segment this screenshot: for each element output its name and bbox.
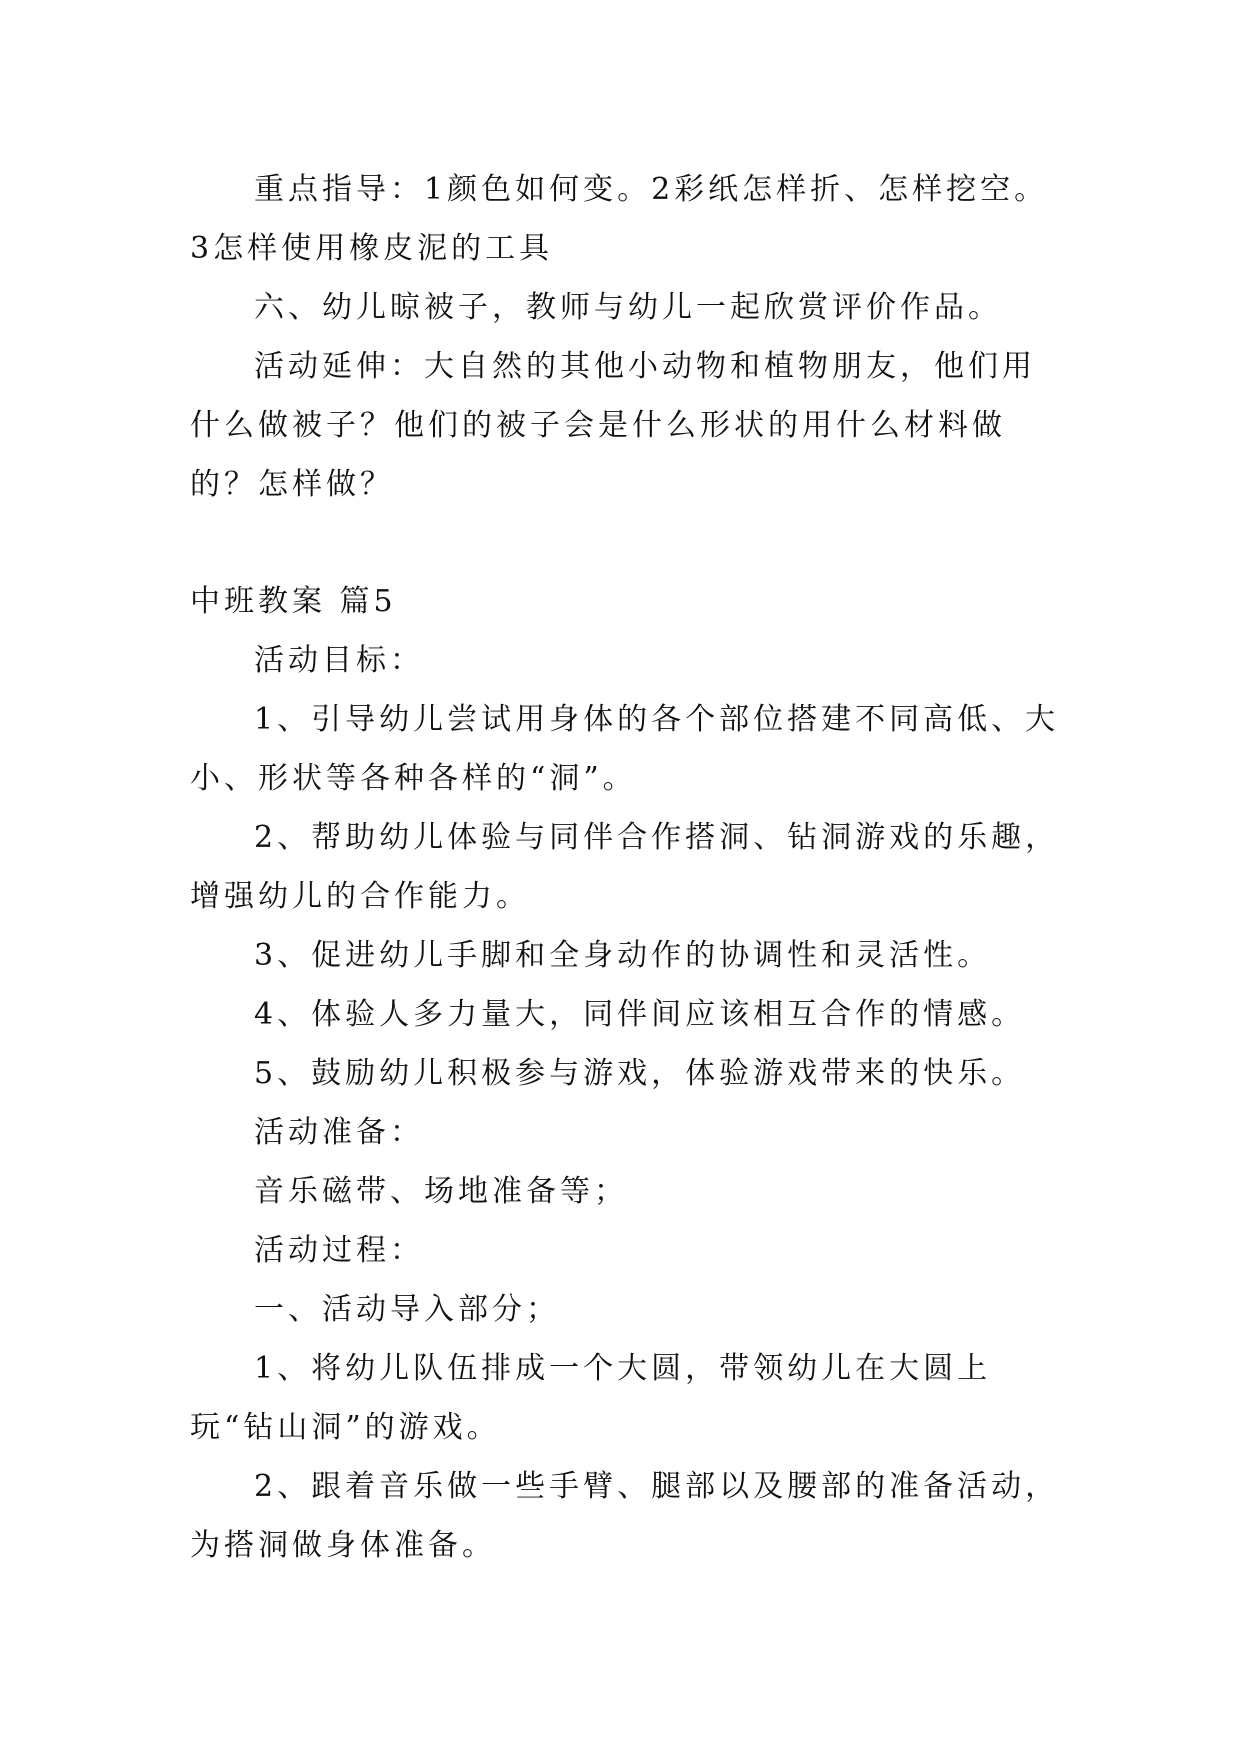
paragraph-activity-extension: 活动延伸：大自然的其他小动物和植物朋友，他们用什么做被子？他们的被子会是什么形状的用什么材料做的？怎样做？ [190,349,1036,502]
paragraph-step-six: 六、幼儿晾被子，教师与幼儿一起欣赏评价作品。 [254,290,1002,325]
section-title: 中班教案 篇5 [190,584,397,619]
paragraph-goal-3: 3、促进幼儿手脚和全身动作的协调性和灵活性。 [254,938,992,973]
paragraph-process-heading: 活动过程： [254,1233,424,1268]
paragraph-step-1: 1、将幼儿队伍排成一个大圆，带领幼儿在大圆上玩“钻山洞”的游戏。 [190,1351,992,1445]
paragraph-prep-items: 音乐磁带、场地准备等； [254,1174,628,1209]
paragraph-goal-4: 4、体验人多力量大，同伴间应该相互合作的情感。 [254,997,1026,1032]
document-body [190,160,1060,1575]
paragraph-goal-2: 2、帮助幼儿体验与同伴合作搭洞、钻洞游戏的乐趣，增强幼儿的合作能力。 [190,820,1060,914]
paragraph-goals-heading: 活动目标： [254,643,424,678]
section-spacer [190,514,1060,572]
paragraph-prep-heading: 活动准备： [254,1115,424,1150]
paragraph-goal-5: 5、鼓励幼儿积极参与游戏，体验游戏带来的快乐。 [254,1056,1026,1091]
paragraph-part-one: 一、活动导入部分； [254,1292,560,1327]
paragraph-step-2: 2、跟着音乐做一些手臂、腿部以及腰部的准备活动，为搭洞做身体准备。 [190,1469,1060,1563]
paragraph-goal-1: 1、引导幼儿尝试用身体的各个部位搭建不同高低、大小、形状等各种各样的“洞”。 [190,702,1060,796]
paragraph-key-guidance: 重点指导：1颜色如何变。2彩纸怎样折、怎样挖空。3怎样使用橡皮泥的工具 [190,172,1049,266]
